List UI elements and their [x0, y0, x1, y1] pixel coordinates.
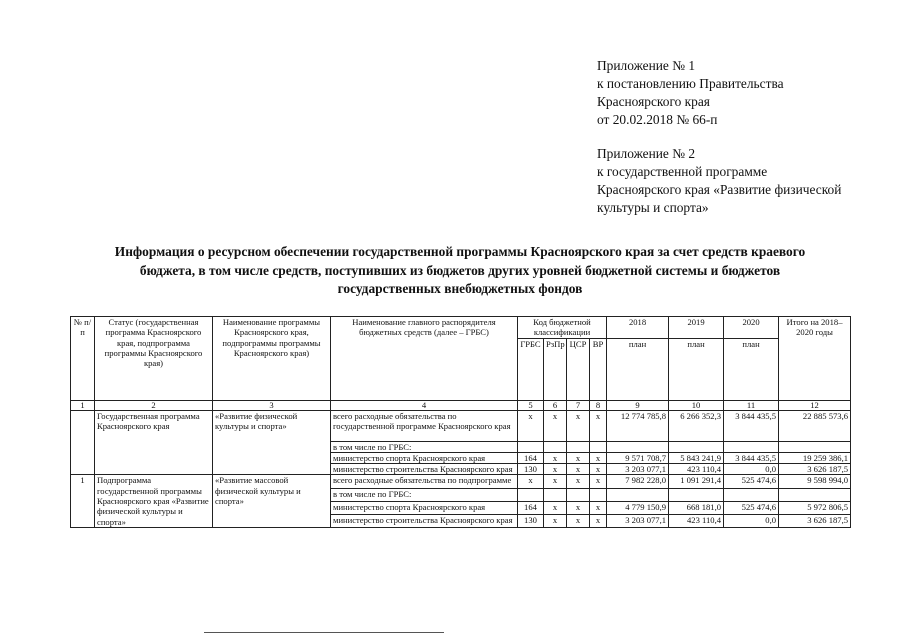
column-number: 11	[724, 400, 779, 410]
row-csr-code: х	[567, 514, 590, 527]
budget-table	[70, 316, 851, 528]
row-value-2019: 5 843 241,9	[669, 452, 724, 463]
row-value-2019: 423 110,4	[669, 514, 724, 527]
document-title	[60, 243, 860, 299]
appendix-1-line: Приложение № 1	[597, 58, 696, 73]
row-value-2018: 9 571 708,7	[607, 452, 669, 463]
appendix-2-line: к государственной программе	[597, 164, 768, 179]
header-2018: 2018	[607, 317, 669, 339]
row-value-2020: 525 474,6	[724, 475, 779, 488]
row-status: Государственная программа Красноярского края	[95, 410, 213, 475]
header-2019: 2019	[669, 317, 724, 339]
header-row	[71, 317, 851, 339]
appendix-2-line: культуры и спорта»	[597, 200, 709, 215]
header-program-name: Наименование программы Красноярского края, подпрограммы программы Красноярского края)	[213, 317, 331, 401]
row-value-2019: 423 110,4	[669, 464, 724, 475]
row-rzpr-code: х	[544, 410, 567, 441]
row-csr-code	[567, 441, 590, 452]
row-grbs-code: 130	[518, 514, 544, 527]
row-vr-code: х	[590, 410, 607, 441]
row-rzpr-code: х	[544, 452, 567, 463]
appendix-1-line: от 20.02.2018 № 66-п	[597, 112, 718, 127]
row-grbs-code: 164	[518, 452, 544, 463]
header-status: Статус (государственная программа Красноярского края, подпрограмма программы Красноярского края)	[95, 317, 213, 401]
row-grbs-name: всего расходные обязательства по подпрограмме	[331, 475, 518, 488]
row-num: 1	[71, 475, 95, 527]
row-grbs-name: в том числе по ГРБС:	[331, 488, 518, 501]
row-num	[71, 410, 95, 475]
header-plan-2018: план	[607, 338, 669, 400]
title-line: Информация о ресурсном обеспечении государственной программы Красноярского края за счет средств краевого	[114, 244, 806, 259]
row-csr-code: х	[567, 452, 590, 463]
row-value-2020: 0,0	[724, 514, 779, 527]
column-number: 5	[518, 400, 544, 410]
row-value-total: 5 972 806,5	[779, 501, 851, 514]
appendix-2-line: Красноярского края «Развитие физической	[597, 182, 842, 197]
row-value-2018: 7 982 228,0	[607, 475, 669, 488]
row-value-2019: 6 266 352,3	[669, 410, 724, 441]
row-value-2019	[669, 488, 724, 501]
header-grbs: ГРБС	[518, 338, 544, 400]
title-line: государственных внебюджетных фондов	[337, 281, 583, 296]
column-number: 3	[213, 400, 331, 410]
column-number: 2	[95, 400, 213, 410]
row-program-name: «Развитие массовой физической культуры и спорта»	[213, 475, 331, 527]
appendix-2-line: Приложение № 2	[597, 146, 696, 161]
row-grbs-name: всего расходные обязательства по государственной программе Красноярского края	[331, 410, 518, 441]
row-value-2018	[607, 441, 669, 452]
row-csr-code: х	[567, 464, 590, 475]
row-vr-code: х	[590, 501, 607, 514]
column-number: 6	[544, 400, 567, 410]
appendix-2-block	[597, 145, 841, 217]
row-grbs-code: х	[518, 475, 544, 488]
row-rzpr-code: х	[544, 501, 567, 514]
column-number: 8	[590, 400, 607, 410]
row-value-total	[779, 441, 851, 452]
row-value-2018: 3 203 077,1	[607, 514, 669, 527]
row-value-total: 19 259 386,1	[779, 452, 851, 463]
header-grbs-name: Наименование главного распорядителя бюджетных средств (далее – ГРБС)	[331, 317, 518, 401]
row-value-2018: 3 203 077,1	[607, 464, 669, 475]
appendix-1-line: Красноярского края	[597, 94, 710, 109]
row-grbs-code	[518, 488, 544, 501]
column-number-row	[71, 400, 851, 410]
row-value-total: 9 598 994,0	[779, 475, 851, 488]
row-value-2020: 3 844 435,5	[724, 452, 779, 463]
row-grbs-name: министерство строительства Красноярского края	[331, 464, 518, 475]
header-plan-2020: план	[724, 338, 779, 400]
row-value-total: 3 626 187,5	[779, 514, 851, 527]
row-csr-code	[567, 488, 590, 501]
column-number: 4	[331, 400, 518, 410]
header-plan-2019: план	[669, 338, 724, 400]
row-value-total	[779, 488, 851, 501]
row-value-2018: 4 779 150,9	[607, 501, 669, 514]
row-value-2019: 1 091 291,4	[669, 475, 724, 488]
row-grbs-code: 164	[518, 501, 544, 514]
header-code-group: Код бюджетной классификации	[518, 317, 607, 339]
row-vr-code: х	[590, 464, 607, 475]
row-grbs-code: х	[518, 410, 544, 441]
row-value-2020: 3 844 435,5	[724, 410, 779, 441]
header-csr: ЦСР	[567, 338, 590, 400]
header-2020: 2020	[724, 317, 779, 339]
row-rzpr-code	[544, 488, 567, 501]
column-number: 1	[71, 400, 95, 410]
row-value-2019: 668 181,0	[669, 501, 724, 514]
row-value-2020: 0,0	[724, 464, 779, 475]
row-value-total: 3 626 187,5	[779, 464, 851, 475]
table-row	[71, 475, 851, 488]
row-value-total: 22 885 573,6	[779, 410, 851, 441]
column-number: 7	[567, 400, 590, 410]
row-vr-code	[590, 441, 607, 452]
header-vr: ВР	[590, 338, 607, 400]
row-status: Подпрограмма государственной программы Красноярского края «Развитие физической культуры и спорта»	[95, 475, 213, 527]
row-vr-code: х	[590, 475, 607, 488]
column-number: 12	[779, 400, 851, 410]
row-vr-code: х	[590, 452, 607, 463]
row-grbs-name: министерство спорта Красноярского края	[331, 501, 518, 514]
row-grbs-name: министерство спорта Красноярского края	[331, 452, 518, 463]
row-rzpr-code	[544, 441, 567, 452]
row-value-2020	[724, 488, 779, 501]
row-grbs-name: министерство строительства Красноярского края	[331, 514, 518, 527]
header-num: № п/п	[71, 317, 95, 401]
row-vr-code: х	[590, 514, 607, 527]
appendix-1-line: к постановлению Правительства	[597, 76, 784, 91]
row-csr-code: х	[567, 475, 590, 488]
row-grbs-name: в том числе по ГРБС:	[331, 441, 518, 452]
row-value-2018	[607, 488, 669, 501]
row-value-2018: 12 774 785,8	[607, 410, 669, 441]
row-value-2020	[724, 441, 779, 452]
row-rzpr-code: х	[544, 464, 567, 475]
row-value-2020: 525 474,6	[724, 501, 779, 514]
row-program-name: «Развитие физической культуры и спорта»	[213, 410, 331, 475]
table-row	[71, 410, 851, 441]
header-rzpr: РзПр	[544, 338, 567, 400]
bottom-divider	[204, 632, 444, 633]
title-line: бюджета, в том числе средств, поступивших из бюджетов других уровней бюджетной системы и бюджетов	[139, 262, 781, 278]
row-csr-code: х	[567, 410, 590, 441]
column-number: 10	[669, 400, 724, 410]
appendix-1-block	[597, 57, 784, 129]
row-grbs-code	[518, 441, 544, 452]
row-value-2019	[669, 441, 724, 452]
column-number: 9	[607, 400, 669, 410]
row-csr-code: х	[567, 501, 590, 514]
row-rzpr-code: х	[544, 514, 567, 527]
header-total: Итого на 2018–2020 годы	[779, 317, 851, 401]
row-vr-code	[590, 488, 607, 501]
row-grbs-code: 130	[518, 464, 544, 475]
row-rzpr-code: х	[544, 475, 567, 488]
